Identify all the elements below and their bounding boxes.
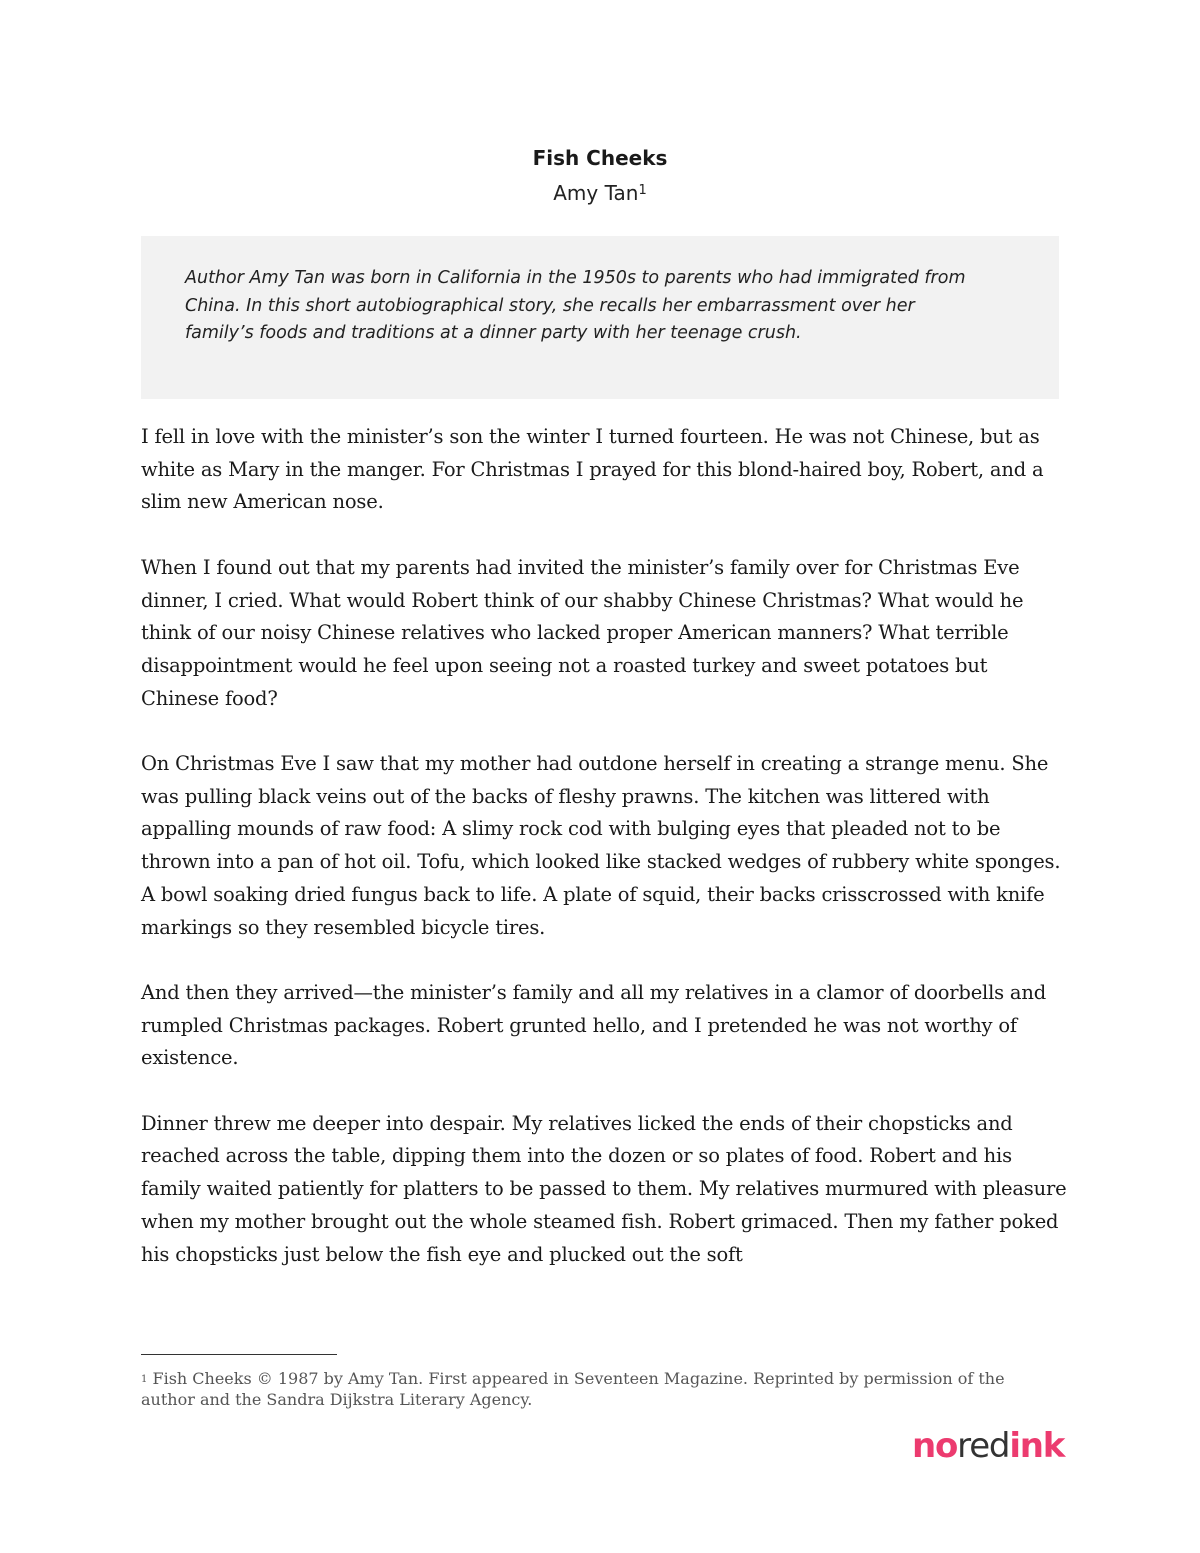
noredink-logo xyxy=(912,1424,1064,1468)
intro-callout xyxy=(141,236,1059,399)
logo-part-ink: ink xyxy=(1009,1426,1065,1466)
logo-part-red: red xyxy=(957,1426,1010,1466)
story-body xyxy=(141,421,1071,1271)
intro-text: Author Amy Tan was born in California in the 1950s to parents who had immigrated from China. In this short autobiographical story, she recalls her embarrassment over her family’s foods and traditions at a dinner party with her teenage crush. xyxy=(185,268,966,344)
footnote-mark: 1 xyxy=(141,1374,148,1385)
footnote-text: Fish Cheeks © 1987 by Amy Tan. First appeared in Seventeen Magazine. Reprinted by permission of the author and the Sandra Dijkstra Literary Agency. xyxy=(141,1369,1005,1409)
footnote-reference[interactable]: 1 xyxy=(638,183,647,198)
story-paragraph: When I found out that my parents had invited the minister’s family over for Christmas Eve dinner, I cried. What would Robert think of our shabby Chinese Christmas? What would he think of our noisy Chinese relatives who lacked proper American manners? What terrible disappointment would he feel upon seeing not a roasted turkey and sweet potatoes but Chinese food? xyxy=(141,555,1024,710)
story-paragraph: Dinner threw me deeper into despair. My relatives licked the ends of their chopsticks and reached across the table, dipping them into the dozen or so plates of food. Robert and his family waited patiently for platters to be passed to them. My relatives murmured with pleasure when my mother brought out the whole steamed fish. Robert grimaced. Then my father poked his chopsticks just below the fish eye and plucked out the soft xyxy=(141,1111,1067,1266)
document-title: Fish Cheeks xyxy=(532,146,668,170)
story-paragraph: And then they arrived—the minister’s family and all my relatives in a clamor of doorbells and rumpled Christmas packages. Robert grunted hello, and I pretended he was not worthy of existence. xyxy=(141,980,1046,1070)
author-name: Amy Tan xyxy=(553,181,639,205)
document-author xyxy=(0,177,1200,209)
story-paragraph: On Christmas Eve I saw that my mother had outdone herself in creating a strange menu. She was pulling black veins out of the backs of fleshy prawns. The kitchen was littered with appalling mounds of raw food: A slimy rock cod with bulging eyes that pleaded not to be thrown into a pan of hot oil. Tofu, which looked like stacked wedges of rubbery white sponges. A bowl soaking dried fungus back to life. A plate of squid, their backs crisscrossed with knife markings so they resembled bicycle tires. xyxy=(141,752,1061,939)
story-paragraph: I fell in love with the minister’s son the winter I turned fourteen. He was not Chinese, but as white as Mary in the manger. For Christmas I prayed for this blond-haired boy, Robert, and a slim new American nose. xyxy=(141,425,1044,514)
logo-part-no: no xyxy=(912,1426,958,1466)
footnote xyxy=(141,1368,1061,1410)
footnote-divider xyxy=(141,1354,337,1355)
